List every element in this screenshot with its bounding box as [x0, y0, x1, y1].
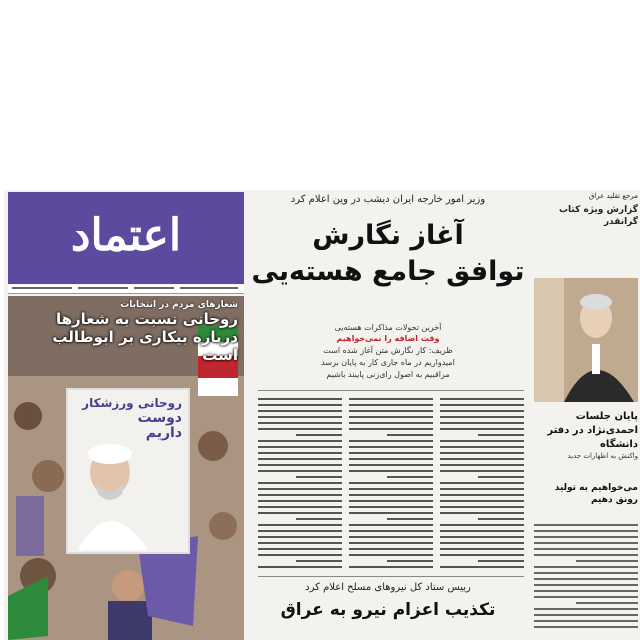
text-line	[258, 500, 342, 502]
photo-headline: روحانی نسبت به شعارها درباره بیکاری بر ابوطالب است	[52, 310, 238, 364]
text-line	[534, 608, 638, 610]
text-line	[478, 560, 524, 562]
text-line	[258, 536, 342, 538]
text-column	[440, 398, 524, 572]
text-line	[258, 512, 342, 514]
text-line	[258, 440, 342, 442]
text-line	[440, 452, 524, 454]
text-line	[349, 524, 433, 526]
text-line	[258, 488, 342, 490]
bottom-headline: تکذیب اعزام نیرو به عراق	[280, 600, 496, 620]
text-line	[258, 530, 342, 532]
text-line	[258, 422, 342, 424]
text-line	[349, 446, 433, 448]
newspaper-front-page	[4, 190, 640, 640]
headline-line: آغاز نگارش	[312, 220, 464, 251]
text-line	[258, 458, 342, 460]
text-line	[258, 404, 342, 406]
masthead-logo	[12, 202, 240, 262]
text-line	[534, 542, 638, 544]
text-line	[349, 506, 433, 508]
portrait-photo	[534, 278, 638, 402]
text-line	[349, 398, 433, 400]
portrait-illustration	[68, 432, 188, 552]
text-line	[349, 428, 433, 430]
text-line	[349, 416, 433, 418]
campaign-poster	[66, 388, 190, 554]
sub-label: آخرین تحولات مذاکرات هسته‌یی	[334, 323, 442, 332]
text-line	[258, 446, 342, 448]
text-line	[534, 584, 638, 586]
text-line	[349, 542, 433, 544]
text-line	[387, 476, 433, 478]
text-line	[440, 548, 524, 550]
text-line	[349, 404, 433, 406]
text-line	[349, 452, 433, 454]
text-line	[440, 470, 524, 472]
text-line	[349, 566, 433, 568]
text-line	[534, 620, 638, 622]
text-line	[258, 494, 342, 496]
text-line	[440, 524, 524, 526]
main-headline	[250, 218, 526, 290]
text-line	[534, 566, 638, 568]
text-line	[258, 482, 342, 484]
text-line	[258, 452, 342, 454]
text-line	[440, 422, 524, 424]
text-line	[440, 404, 524, 406]
poster-line: روحانی ورزشکار	[82, 396, 182, 410]
main-kicker: وزیر امور خارجه ایران دیشب در وین اعلام کرد	[290, 194, 486, 205]
main-story	[250, 190, 526, 640]
text-line	[440, 446, 524, 448]
text-line	[478, 434, 524, 436]
text-line	[258, 542, 342, 544]
text-line	[534, 548, 638, 550]
text-line	[296, 518, 342, 520]
text-line	[349, 488, 433, 490]
sub-red: وقت اضافه را نمی‌خواهیم	[336, 334, 440, 343]
text-line	[440, 542, 524, 544]
side-top-headline: گزارش ویژه کتاب گرانقدر	[558, 205, 638, 227]
text-line	[440, 500, 524, 502]
headline-line: توافق جامع هسته‌یی	[251, 256, 525, 287]
text-column	[258, 398, 342, 572]
text-line	[534, 530, 638, 532]
text-line	[349, 410, 433, 412]
text-line	[258, 506, 342, 508]
text-line	[478, 518, 524, 520]
text-line	[258, 566, 342, 568]
text-line	[349, 470, 433, 472]
divider	[258, 576, 524, 577]
divider	[258, 390, 524, 391]
text-line	[440, 458, 524, 460]
side-headline-1: پایان جلسات احمدی‌نژاد در دفتر دانشگاه	[547, 411, 638, 450]
text-line	[534, 626, 638, 628]
text-line	[387, 518, 433, 520]
text-line	[440, 398, 524, 400]
side-headline-2: می‌خواهیم به تولید رونق دهیم	[554, 483, 638, 505]
text-line	[534, 596, 638, 598]
text-line	[258, 428, 342, 430]
text-line	[258, 470, 342, 472]
text-line	[349, 464, 433, 466]
text-line	[296, 560, 342, 562]
text-line	[534, 590, 638, 592]
text-line	[440, 488, 524, 490]
text-line	[576, 602, 638, 604]
text-line	[349, 536, 433, 538]
text-line	[296, 476, 342, 478]
photo-kicker: شعارهای مردم در انتخابات	[120, 300, 238, 310]
sub-line: مراقبیم به اصول رای‌زنی پایبند باشیم	[326, 370, 450, 379]
text-line	[440, 506, 524, 508]
text-line	[258, 410, 342, 412]
text-line	[440, 530, 524, 532]
text-line	[349, 512, 433, 514]
text-line	[349, 554, 433, 556]
text-line	[534, 614, 638, 616]
side-top-story	[534, 192, 638, 274]
cover-photo	[8, 296, 244, 640]
sub-line: امیدواریم در ماه جاری کار به پایان برسد	[321, 358, 455, 367]
text-line	[349, 548, 433, 550]
text-line	[440, 440, 524, 442]
text-line	[440, 536, 524, 538]
side-column	[532, 190, 640, 640]
text-line	[534, 554, 638, 556]
body-text-columns	[258, 398, 524, 572]
text-line	[258, 524, 342, 526]
text-line	[534, 572, 638, 574]
text-line	[440, 554, 524, 556]
text-line	[387, 560, 433, 562]
masthead	[8, 192, 244, 284]
text-line	[349, 422, 433, 424]
poster-line: داریم	[145, 425, 182, 441]
text-line	[387, 434, 433, 436]
text-line	[440, 566, 524, 568]
masthead-info-strip	[8, 285, 244, 294]
side-subhead: واکنش به اظهارات جدید	[567, 452, 638, 460]
text-line	[258, 464, 342, 466]
poster-line: دوست	[137, 410, 182, 426]
text-line	[576, 560, 638, 562]
text-line	[440, 428, 524, 430]
text-line	[349, 482, 433, 484]
text-line	[440, 410, 524, 412]
text-line	[440, 494, 524, 496]
text-line	[440, 512, 524, 514]
sub-line: ظریف: کار نگارش متن آغاز شده است	[323, 346, 453, 355]
text-line	[349, 494, 433, 496]
text-line	[440, 482, 524, 484]
text-line	[349, 458, 433, 460]
side-bottom-text	[534, 524, 638, 636]
text-line	[349, 500, 433, 502]
text-line	[349, 530, 433, 532]
text-line	[349, 440, 433, 442]
side-photo	[534, 278, 638, 402]
main-subheads	[260, 320, 516, 379]
text-line	[440, 416, 524, 418]
text-line	[258, 398, 342, 400]
svg-text:اعتماد: اعتماد	[70, 210, 182, 261]
text-line	[534, 536, 638, 538]
text-line	[258, 416, 342, 418]
text-line	[258, 554, 342, 556]
text-line	[440, 464, 524, 466]
bottom-kicker: رییس ستاد کل نیروهای مسلح اعلام کرد	[305, 582, 471, 593]
text-line	[534, 524, 638, 526]
text-line	[478, 476, 524, 478]
text-line	[534, 578, 638, 580]
side-top-kicker: مرجع تقلید عراق	[588, 192, 638, 200]
text-line	[258, 548, 342, 550]
text-column	[349, 398, 433, 572]
text-line	[296, 434, 342, 436]
